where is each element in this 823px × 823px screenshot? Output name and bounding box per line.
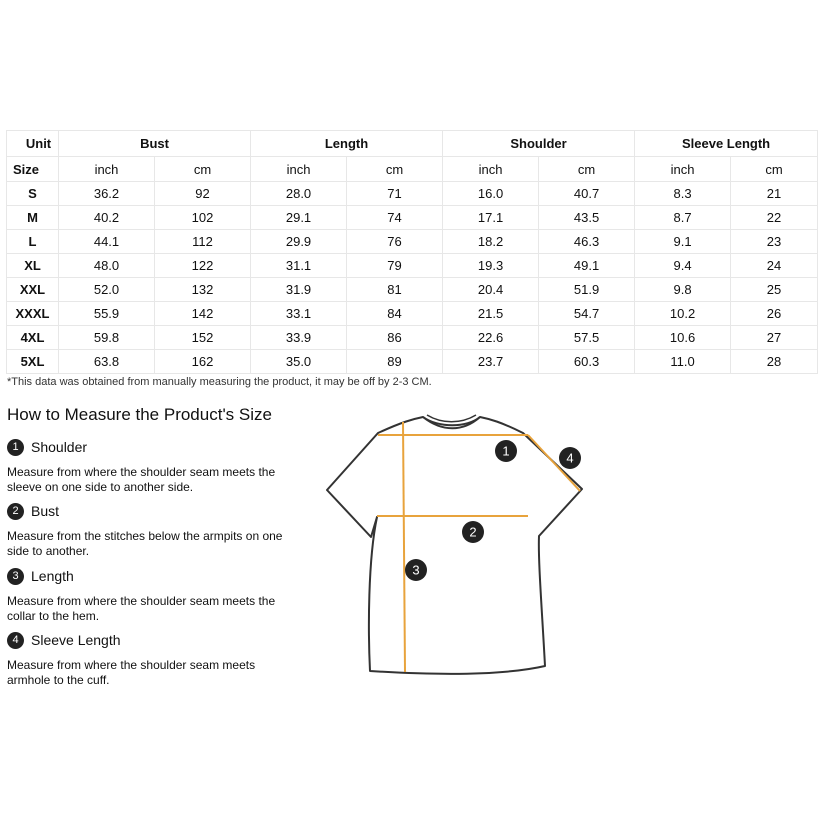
table-row (7, 230, 818, 254)
measure-item-sleeve-length (7, 630, 297, 688)
size-chart-table (6, 130, 818, 374)
measurement-cell: 33.9 (251, 326, 347, 350)
measurement-cell: 29.9 (251, 230, 347, 254)
table-row (7, 182, 818, 206)
measurement-cell: 8.3 (635, 182, 731, 206)
measurement-cell: 29.1 (251, 206, 347, 230)
size-cell: 5XL (7, 350, 59, 374)
measurement-cell: 89 (347, 350, 443, 374)
measurement-cell: 33.1 (251, 302, 347, 326)
size-cell: 4XL (7, 326, 59, 350)
measurement-cell: 60.3 (539, 350, 635, 374)
unit-header: cm (731, 157, 818, 182)
header-bust: Bust (59, 131, 251, 157)
table-header-units (7, 157, 818, 182)
tshirt-outline (327, 417, 582, 674)
measurement-cell: 44.1 (59, 230, 155, 254)
measurement-cell: 27 (731, 326, 818, 350)
table-header-groups (7, 131, 818, 157)
measurement-cell: 74 (347, 206, 443, 230)
measurement-cell: 17.1 (443, 206, 539, 230)
measurement-cell: 22 (731, 206, 818, 230)
tshirt-diagram (320, 410, 590, 680)
header-shoulder: Shoulder (443, 131, 635, 157)
measurement-cell: 36.2 (59, 182, 155, 206)
unit-header: inch (59, 157, 155, 182)
measurement-cell: 23.7 (443, 350, 539, 374)
marker-label: 2 (469, 524, 477, 540)
measurement-cell: 8.7 (635, 206, 731, 230)
measurement-note: *This data was obtained from manually measuring the product, it may be off by 2-3 CM. (7, 376, 432, 388)
measure-description: Measure from where the shoulder seam meets armhole to the cuff. (7, 658, 256, 687)
measurement-cell: 57.5 (539, 326, 635, 350)
measurement-cell: 20.4 (443, 278, 539, 302)
measurement-cell: 9.8 (635, 278, 731, 302)
measurement-cell: 102 (155, 206, 251, 230)
measurement-cell: 28 (731, 350, 818, 374)
measurement-cell: 81 (347, 278, 443, 302)
measurement-cell: 40.7 (539, 182, 635, 206)
measurement-cell: 31.1 (251, 254, 347, 278)
measure-description: Measure from where the shoulder seam meets the collar to the hem. (7, 594, 276, 623)
number-badge-icon: 4 (7, 632, 24, 649)
measurement-cell: 51.9 (539, 278, 635, 302)
measurement-cell: 49.1 (539, 254, 635, 278)
measurement-cell: 46.3 (539, 230, 635, 254)
measurement-cell: 76 (347, 230, 443, 254)
measurement-cell: 28.0 (251, 182, 347, 206)
measurement-cell: 21.5 (443, 302, 539, 326)
measurement-cell: 54.7 (539, 302, 635, 326)
marker-label: 1 (502, 443, 510, 459)
size-cell: XL (7, 254, 59, 278)
measure-name: Sleeve Length (31, 632, 121, 648)
measurement-cell: 52.0 (59, 278, 155, 302)
size-cell: S (7, 182, 59, 206)
size-label: Size (7, 157, 59, 182)
measurement-cell: 26 (731, 302, 818, 326)
how-to-title: How to Measure the Product's Size (7, 405, 272, 424)
measurement-cell: 112 (155, 230, 251, 254)
measurement-cell: 43.5 (539, 206, 635, 230)
measure-description: Measure from the stitches below the armpits on one side to another. (7, 529, 283, 558)
unit-header: cm (539, 157, 635, 182)
size-cell: L (7, 230, 59, 254)
measurement-cell: 63.8 (59, 350, 155, 374)
measurement-cell: 10.2 (635, 302, 731, 326)
measurement-cell: 25 (731, 278, 818, 302)
size-cell: XXXL (7, 302, 59, 326)
measurement-cell: 9.1 (635, 230, 731, 254)
table-row (7, 302, 818, 326)
unit-header: inch (635, 157, 731, 182)
measurement-cell: 35.0 (251, 350, 347, 374)
number-badge-icon: 3 (7, 568, 24, 585)
measurement-cell: 152 (155, 326, 251, 350)
size-cell: M (7, 206, 59, 230)
unit-header: inch (251, 157, 347, 182)
table-row (7, 206, 818, 230)
unit-label: Unit (7, 131, 59, 157)
measure-name: Shoulder (31, 439, 88, 455)
measurement-cell: 132 (155, 278, 251, 302)
measure-item-length (7, 566, 297, 624)
marker-1 (495, 440, 517, 462)
table-row (7, 278, 818, 302)
unit-header: cm (347, 157, 443, 182)
measure-name: Length (31, 568, 74, 584)
measurement-cell: 59.8 (59, 326, 155, 350)
measurement-cell: 92 (155, 182, 251, 206)
measure-name: Bust (31, 503, 60, 519)
table-row (7, 326, 818, 350)
marker-label: 4 (566, 450, 574, 466)
measurement-cell: 21 (731, 182, 818, 206)
measurement-cell: 71 (347, 182, 443, 206)
measurement-cell: 162 (155, 350, 251, 374)
number-badge-icon: 2 (7, 503, 24, 520)
size-rows (7, 182, 818, 374)
measurement-cell: 86 (347, 326, 443, 350)
measurement-cell: 79 (347, 254, 443, 278)
size-cell: XXL (7, 278, 59, 302)
measurement-cell: 9.4 (635, 254, 731, 278)
measurement-cell: 84 (347, 302, 443, 326)
measurement-cell: 19.3 (443, 254, 539, 278)
measurement-cell: 11.0 (635, 350, 731, 374)
measurement-cell: 31.9 (251, 278, 347, 302)
marker-label: 3 (412, 562, 420, 578)
table-row (7, 254, 818, 278)
number-badge-icon: 1 (7, 439, 24, 456)
measurement-cell: 48.0 (59, 254, 155, 278)
measurement-cell: 22.6 (443, 326, 539, 350)
unit-header: cm (155, 157, 251, 182)
collar-icon (427, 415, 476, 422)
marker-2 (462, 521, 484, 543)
measure-item-shoulder (7, 437, 297, 495)
table-row (7, 350, 818, 374)
measurement-cell: 10.6 (635, 326, 731, 350)
measurement-cell: 40.2 (59, 206, 155, 230)
marker-3 (405, 559, 427, 581)
measure-description: Measure from where the shoulder seam meets the sleeve on one side to another side. (7, 465, 276, 494)
measurement-cell: 24 (731, 254, 818, 278)
measurement-cell: 55.9 (59, 302, 155, 326)
measurement-cell: 23 (731, 230, 818, 254)
header-sleeve-length: Sleeve Length (635, 131, 818, 157)
measurement-cell: 16.0 (443, 182, 539, 206)
measurement-cell: 18.2 (443, 230, 539, 254)
measurement-cell: 142 (155, 302, 251, 326)
marker-4 (559, 447, 581, 469)
measurement-cell: 122 (155, 254, 251, 278)
measure-item-bust (7, 501, 297, 559)
unit-header: inch (443, 157, 539, 182)
header-length: Length (251, 131, 443, 157)
